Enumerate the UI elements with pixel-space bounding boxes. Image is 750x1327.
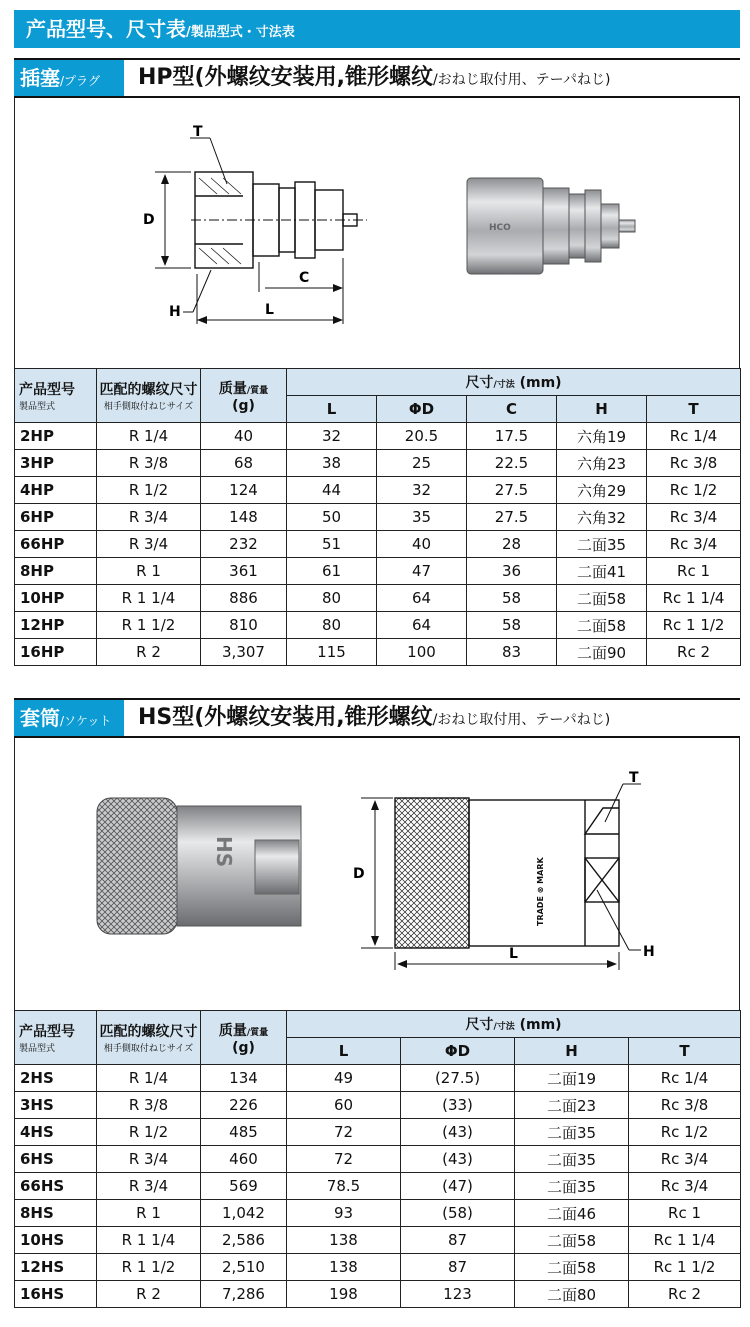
table-cell: Rc 1 1/4 [629,1227,741,1254]
model-cell: 4HP [15,477,97,504]
table-cell: 35 [377,504,467,531]
plug-title [138,60,610,96]
table-cell: R 1 1/2 [97,1254,201,1281]
table-cell: 二面35 [515,1146,629,1173]
table-cell: 115 [287,639,377,666]
table-cell: Rc 1 [629,1200,741,1227]
table-cell: 二面46 [515,1200,629,1227]
model-cell: 16HS [15,1281,97,1308]
socket-dim-header: T [629,1038,741,1065]
plug-col-thread: 匹配的螺纹尺寸 相手側取付ねじサイズ [97,369,201,423]
table-cell: 二面23 [515,1092,629,1119]
table-cell: Rc 1/2 [629,1119,741,1146]
table-cell: 49 [287,1065,401,1092]
table-cell: 17.5 [467,423,557,450]
table-cell: 80 [287,585,377,612]
table-cell: 460 [201,1146,287,1173]
table-cell: R 3/4 [97,531,201,558]
model-cell: 3HP [15,450,97,477]
plug-table-body [15,423,741,666]
table-row [15,1173,741,1200]
table-cell: 2,510 [201,1254,287,1281]
table-row [15,1092,741,1119]
table-cell: 1,042 [201,1200,287,1227]
table-cell: Rc 1 1/4 [647,585,741,612]
table-cell: 47 [377,558,467,585]
plug-section-header [14,58,740,98]
table-cell: 886 [201,585,287,612]
socket-col-thread: 匹配的螺纹尺寸 相手側取付ねじサイズ [97,1011,201,1065]
plug-title-main: HP型(外螺纹安装用,锥形螺纹 [138,65,433,90]
table-cell: R 3/8 [97,450,201,477]
model-cell: 8HS [15,1200,97,1227]
table-cell: Rc 1/4 [629,1065,741,1092]
table-cell: 80 [287,612,377,639]
table-cell: Rc 3/4 [647,504,741,531]
table-cell: 100 [377,639,467,666]
model-cell: 12HP [15,612,97,639]
model-cell: 4HS [15,1119,97,1146]
table-cell: R 2 [97,639,201,666]
plug-dim-header: H [557,396,647,423]
table-cell: R 3/4 [97,504,201,531]
socket-col-mass: 质量/質量 (g) [201,1011,287,1065]
table-cell: 134 [201,1065,287,1092]
table-row [15,585,741,612]
model-cell: 8HP [15,558,97,585]
table-cell: 64 [377,585,467,612]
socket-dim-l: L [509,946,518,962]
plug-label [14,60,124,96]
plug-drawing [15,98,739,368]
table-cell: 87 [401,1227,515,1254]
table-cell: R 1/2 [97,1119,201,1146]
model-cell: 2HS [15,1065,97,1092]
table-cell: Rc 3/8 [647,450,741,477]
table-cell: 32 [287,423,377,450]
plug-dim-d: D [143,212,155,228]
model-cell: 12HS [15,1254,97,1281]
table-cell: Rc 1 1/2 [647,612,741,639]
table-cell: Rc 3/4 [629,1173,741,1200]
socket-label [14,700,124,736]
plug-dim-h: H [169,304,181,320]
socket-title-main: HS型(外螺纹安装用,锥形螺纹 [138,705,433,730]
socket-photo [97,798,301,934]
table-cell: 72 [287,1146,401,1173]
table-cell: (33) [401,1092,515,1119]
table-cell: 361 [201,558,287,585]
table-cell: 36 [467,558,557,585]
table-cell: 60 [287,1092,401,1119]
plug-dim-l: L [265,302,274,318]
table-row [15,1065,741,1092]
table-cell: 61 [287,558,377,585]
table-cell: 20.5 [377,423,467,450]
table-cell: 44 [287,477,377,504]
table-cell: 198 [287,1281,401,1308]
table-cell: R 3/4 [97,1173,201,1200]
table-cell: 226 [201,1092,287,1119]
page-title-sub: /製品型式・寸法表 [186,25,295,40]
table-cell: 二面35 [515,1119,629,1146]
table-row [15,558,741,585]
plug-photo-marking: HCO [489,223,511,233]
table-row [15,1146,741,1173]
socket-label-sub: /ソケット [60,714,112,728]
table-cell: 232 [201,531,287,558]
plug-label-main: 插塞 [20,66,60,90]
table-cell: 124 [201,477,287,504]
table-cell: R 3/4 [97,1146,201,1173]
table-cell: 138 [287,1254,401,1281]
table-cell: Rc 3/4 [647,531,741,558]
table-cell: 25 [377,450,467,477]
plug-dim-header: T [647,396,741,423]
plug-hatch [199,178,241,264]
table-cell: 51 [287,531,377,558]
socket-dim-header: H [515,1038,629,1065]
table-cell: R 1/4 [97,423,201,450]
model-cell: 2HP [15,423,97,450]
table-cell: 六角29 [557,477,647,504]
model-cell: 66HP [15,531,97,558]
table-cell: 64 [377,612,467,639]
plug-title-sub: /おねじ取付用、テーパねじ) [432,72,611,88]
table-cell: 28 [467,531,557,558]
socket-col-model: 产品型号 製品型式 [15,1011,97,1065]
plug-spec-table [14,368,741,666]
socket-dim-d: D [353,866,365,882]
socket-dim-header: L [287,1038,401,1065]
table-cell: 40 [201,423,287,450]
table-cell: Rc 2 [647,639,741,666]
table-cell: 148 [201,504,287,531]
plug-col-dims: 尺寸/寸法 (mm) [287,369,741,396]
table-cell: 二面58 [515,1254,629,1281]
table-row [15,450,741,477]
plug-label-sub: /プラグ [60,74,101,88]
table-row [15,1281,741,1308]
plug-dim-t: T [193,124,203,140]
table-row [15,423,741,450]
socket-outline [395,798,619,948]
table-cell: R 1 1/4 [97,585,201,612]
table-cell: 68 [201,450,287,477]
table-cell: 50 [287,504,377,531]
table-row [15,639,741,666]
table-cell: Rc 1/2 [647,477,741,504]
table-cell: 22.5 [467,450,557,477]
table-row [15,1254,741,1281]
table-cell: 569 [201,1173,287,1200]
socket-drawing [15,738,739,1010]
table-cell: 87 [401,1254,515,1281]
socket-drawing-mark: TRADE ⊗ MARK [536,857,545,926]
table-cell: 40 [377,531,467,558]
socket-col-dims: 尺寸/寸法 (mm) [287,1011,741,1038]
table-cell: R 2 [97,1281,201,1308]
table-row [15,1119,741,1146]
socket-table-body [15,1065,741,1308]
table-cell: R 1/2 [97,477,201,504]
socket-label-main: 套筒 [20,706,60,730]
table-cell: (43) [401,1119,515,1146]
plug-dim-header: ΦD [377,396,467,423]
table-row [15,477,741,504]
table-cell: Rc 2 [629,1281,741,1308]
model-cell: 10HP [15,585,97,612]
table-cell: (58) [401,1200,515,1227]
plug-col-model: 产品型号 製品型式 [15,369,97,423]
table-cell: Rc 3/4 [629,1146,741,1173]
table-cell: 二面19 [515,1065,629,1092]
table-cell: 123 [401,1281,515,1308]
table-cell: 六角23 [557,450,647,477]
table-cell: 二面58 [557,612,647,639]
table-cell: 810 [201,612,287,639]
table-cell: 93 [287,1200,401,1227]
plug-dim-header: C [467,396,557,423]
table-cell: 58 [467,585,557,612]
model-cell: 6HP [15,504,97,531]
table-cell: Rc 1 [647,558,741,585]
socket-section-header [14,698,740,738]
socket-dim-t: T [629,770,639,786]
table-cell: R 1 1/4 [97,1227,201,1254]
table-cell: 27.5 [467,504,557,531]
socket-spec-table [14,1010,741,1308]
model-cell: 10HS [15,1227,97,1254]
table-cell: 32 [377,477,467,504]
table-cell: 二面80 [515,1281,629,1308]
plug-dim-c: C [299,270,310,286]
page-title-main: 产品型号、尺寸表 [26,17,186,41]
socket-title [138,700,610,736]
table-cell: 58 [467,612,557,639]
socket-dim-h: H [643,944,655,960]
table-row [15,531,741,558]
table-cell: 二面35 [557,531,647,558]
table-row [15,1227,741,1254]
table-cell: 二面35 [515,1173,629,1200]
plug-col-mass: 质量/質量 (g) [201,369,287,423]
table-row [15,504,741,531]
plug-photo [467,178,635,274]
table-cell: R 1 [97,558,201,585]
table-cell: 7,286 [201,1281,287,1308]
table-cell: R 1 1/2 [97,612,201,639]
model-cell: 6HS [15,1146,97,1173]
table-cell: 二面58 [557,585,647,612]
socket-title-sub: /おねじ取付用、テーパねじ) [432,712,611,728]
table-cell: 78.5 [287,1173,401,1200]
table-cell: Rc 1/4 [647,423,741,450]
table-cell: 83 [467,639,557,666]
table-cell: 485 [201,1119,287,1146]
table-cell: 二面58 [515,1227,629,1254]
model-cell: 3HS [15,1092,97,1119]
table-cell: 2,586 [201,1227,287,1254]
table-row [15,1200,741,1227]
table-cell: 六角32 [557,504,647,531]
table-cell: R 3/8 [97,1092,201,1119]
plug-arrows [161,174,343,324]
table-cell: (27.5) [401,1065,515,1092]
socket-figure [14,738,740,1010]
plug-dim-header: L [287,396,377,423]
model-cell: 16HP [15,639,97,666]
table-cell: R 1 [97,1200,201,1227]
table-row [15,612,741,639]
table-cell: 二面90 [557,639,647,666]
table-cell: 六角19 [557,423,647,450]
plug-figure [14,98,740,368]
socket-dim-header: ΦD [401,1038,515,1065]
table-cell: (43) [401,1146,515,1173]
model-cell: 66HS [15,1173,97,1200]
table-cell: (47) [401,1173,515,1200]
table-cell: 3,307 [201,639,287,666]
table-cell: 二面41 [557,558,647,585]
table-cell: Rc 1 1/2 [629,1254,741,1281]
socket-photo-marking: HS [212,836,236,868]
table-cell: Rc 3/8 [629,1092,741,1119]
table-cell: R 1/4 [97,1065,201,1092]
table-cell: 27.5 [467,477,557,504]
table-cell: 72 [287,1119,401,1146]
table-cell: 38 [287,450,377,477]
table-cell: 138 [287,1227,401,1254]
page-title [14,10,740,48]
